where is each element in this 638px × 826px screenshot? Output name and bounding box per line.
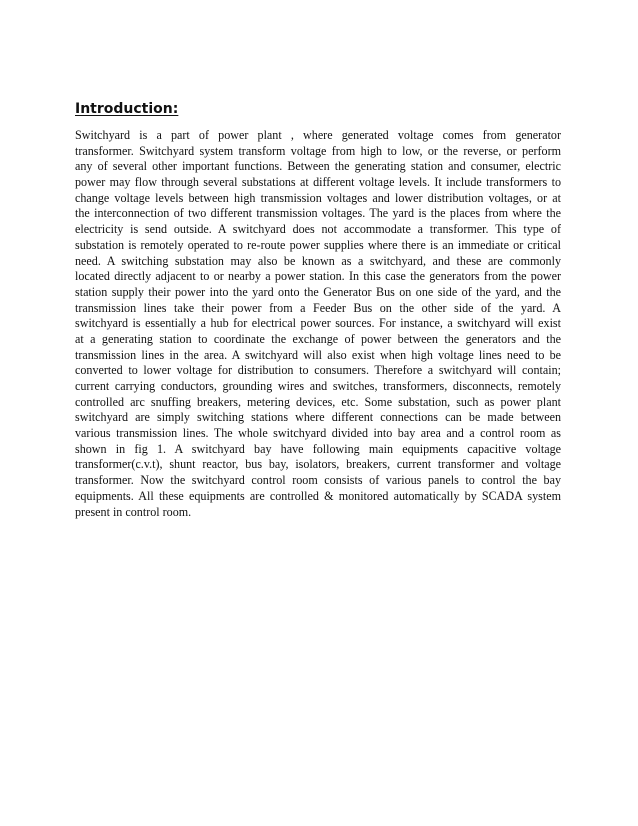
paragraph-line: present in control room.	[75, 504, 192, 519]
paragraph-line: station supply their power into the yard onto the Generator Bus on one side of the yard, and the	[75, 284, 561, 299]
paragraph-line: any of several other important functions. Between the generating station and consumer, electric	[75, 159, 561, 174]
paragraph-line: shown in fig 1. A switchyard bay have following main equipments capacitive voltage	[75, 441, 561, 456]
paragraph-line: power may flow through several substations at different voltage levels. It include transformers to	[75, 175, 561, 190]
paragraph-line: electricity is send outside. A switchyard does not accommodate a transformer. This type of	[75, 222, 561, 237]
paragraph-line: located directly adjacent to or nearby a power station. In this case the generators from the power	[75, 269, 561, 284]
paragraph-line: switchyard are simply switching stations where different connections can be made between	[75, 410, 561, 425]
paragraph-line: Switchyard is a part of power plant , where generated voltage comes from generator	[75, 128, 561, 142]
paragraph-line: transformer. Now the switchyard control room consists of various panels to control the bay	[75, 473, 561, 488]
paragraph-line: substation is remotely operated to re-route power supplies where there is an immediate or critical	[75, 237, 561, 252]
paragraph-line: switchyard is essentially a hub for electrical power sources. For instance, a switchyard will exist	[75, 316, 561, 331]
paragraph-line: transmission lines in the area. A switchyard will also exist when high voltage lines need to be	[75, 347, 561, 362]
paragraph-line: change voltage levels between high transmission voltages and lower distribution voltages, or at	[75, 190, 561, 205]
paragraph-line: transformer. Switchyard system transform voltage from high to low, or the reverse, or perform	[75, 143, 561, 158]
section-heading: Introduction:	[75, 101, 179, 117]
paragraph-line: transmission lines take their power from a Feeder Bus on the other side of the yard. A	[75, 300, 561, 315]
paragraph-line: equipments. All these equipments are controlled & monitored automatically by SCADA system	[75, 488, 561, 503]
paragraph-line: need. A switching substation may also be known as a switchyard, and these are commonly	[75, 253, 561, 268]
paragraph-line: the interconnection of two different transmission voltages. The yard is the places from where the	[75, 206, 561, 221]
paragraph-line: at a generating station to coordinate the exchange of power between the generators and the	[75, 331, 561, 346]
paragraph-line: current carrying conductors, grounding wires and switches, transformers, disconnects, remotely	[75, 379, 561, 393]
paragraph-line: controlled arc snuffing breakers, metering devices, etc. Some substation, such as power plant	[75, 394, 561, 409]
introduction-paragraph	[75, 128, 561, 520]
paragraph-line: transformer(c.v.t), shunt reactor, bus bay, isolators, breakers, current transformer and voltage	[75, 457, 561, 472]
paragraph-line: various transmission lines. The whole switchyard divided into bay area and a control room as	[75, 426, 561, 441]
paragraph-line: converted to lower voltage for distribution to consumers. Therefore a switchyard will contain;	[75, 363, 561, 378]
